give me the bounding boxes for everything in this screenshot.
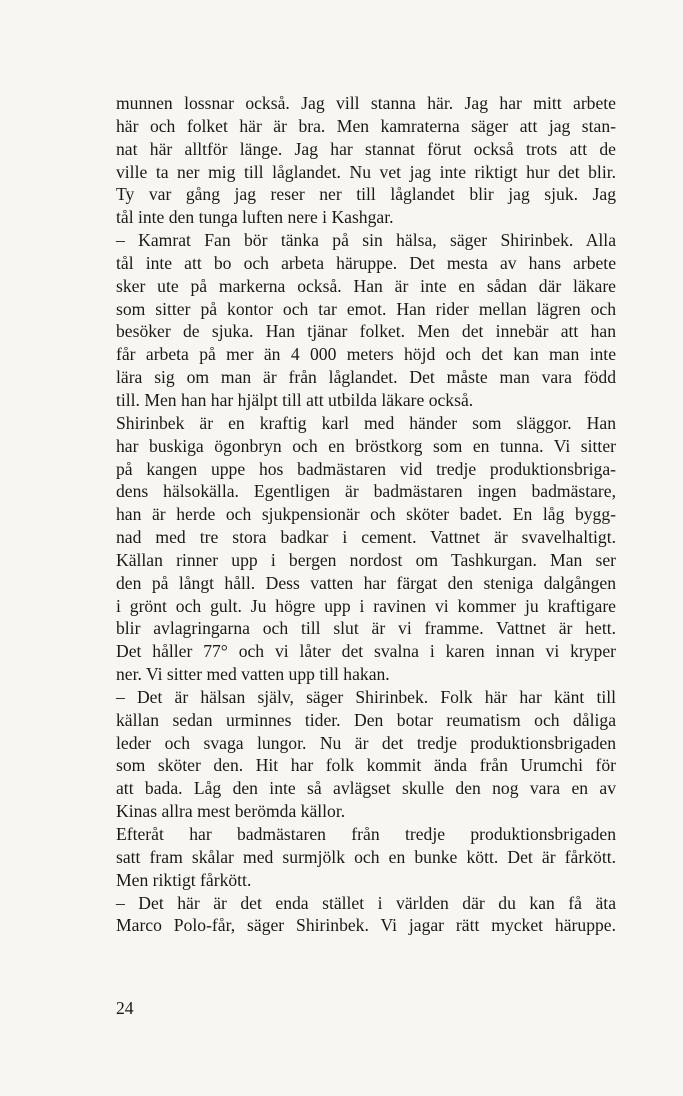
text-line: han är herde och sjukpensionär och sköter badet. En låg bygg- — [116, 504, 616, 525]
text-line: – Det här är det enda stället i världen där du kan få äta — [116, 892, 616, 913]
text-line: Men riktigt fårkött. — [116, 869, 252, 890]
text-line: Marco Polo-får, säger Shirinbek. Vi jagar rätt mycket häruppe. — [116, 915, 616, 936]
text-line: att bada. Låg den inte så avlägset skulle den nog vara en av — [116, 778, 616, 799]
text-line: tål inte att bo och arbeta häruppe. Det mesta av hans arbete — [116, 252, 616, 273]
text-line: leder och svaga lungor. Nu är det tredje produktionsbrigaden — [116, 732, 616, 753]
text-line: lära sig om man är från låglandet. Det måste man vara född — [116, 367, 616, 388]
text-line: tål inte den tunga luften nere i Kashgar. — [116, 207, 394, 228]
text-line: nat här alltför länge. Jag har stannat förut också trots att de — [116, 138, 616, 159]
paragraph-6 — [116, 892, 616, 938]
text-line: dens hälsokälla. Egentligen är badmästaren ingen badmästare, — [116, 481, 616, 502]
paragraph-1 — [116, 92, 616, 229]
text-line: ner. Vi sitter med vatten upp till hakan. — [116, 664, 390, 685]
paragraph-5 — [116, 823, 616, 892]
text-line: i grönt och gult. Ju högre upp i ravinen vi kommer ju kraftigare — [116, 595, 616, 616]
text-line: Kinas allra mest berömda källor. — [116, 801, 346, 822]
text-line: Det håller 77° och vi låter det svalna i karen innan vi kryper — [116, 641, 616, 662]
text-line: Källan rinner upp i bergen nordost om Tashkurgan. Man ser — [116, 549, 616, 570]
text-line: Ty var gång jag reser ner till låglandet blir jag sjuk. Jag — [116, 184, 616, 205]
text-line: Shirinbek är en kraftig karl med händer som släggor. Han — [116, 412, 616, 433]
text-line: får arbeta på mer än 4 000 meters höjd och det kan man inte — [116, 344, 616, 365]
paragraph-2 — [116, 229, 616, 412]
text-line: nad med tre stora badkar i cement. Vattnet är svavelhaltigt. — [116, 527, 616, 548]
text-line: till. Men han har hjälpt till att utbilda läkare också. — [116, 389, 474, 410]
text-line: här och folket här är bra. Men kamraterna säger att jag stan- — [116, 115, 616, 136]
text-line: besöker de sjuka. Han tjänar folket. Men det innebär att han — [116, 321, 616, 342]
paragraph-4 — [116, 686, 616, 823]
text-line: den på långt håll. Dess vatten har färgat den steniga dalgången — [116, 572, 616, 593]
text-line: munnen lossnar också. Jag vill stanna här. Jag har mitt arbete — [116, 93, 616, 113]
text-line: sker ute på markerna också. Han är inte en sådan där läkare — [116, 275, 616, 296]
text-line: – Kamrat Fan bör tänka på sin hälsa, säger Shirinbek. Alla — [116, 230, 616, 251]
text-line: Efteråt har badmästaren från tredje produktionsbrigaden — [116, 824, 616, 844]
body-text — [116, 92, 616, 937]
text-line: blir avlagringarna och till slut är vi framme. Vattnet är hett. — [116, 618, 616, 639]
paragraph-3 — [116, 412, 616, 686]
text-line: på kangen uppe hos badmästaren vid tredje produktionsbriga- — [116, 458, 616, 479]
text-line: som sköter den. Hit har folk kommit ända från Urumchi för — [116, 755, 616, 776]
text-line: källan sedan urminnes tider. Den botar reumatism och dåliga — [116, 709, 616, 730]
text-line: som sitter på kontor och tar emot. Han rider mellan lägren och — [116, 298, 616, 319]
text-line: har buskiga ögonbryn och en bröstkorg som en tunna. Vi sitter — [116, 435, 616, 456]
page-number: 24 — [116, 998, 134, 1018]
text-line: satt fram skålar med surmjölk och en bunke kött. Det är fårkött. — [116, 846, 616, 867]
text-line: – Det är hälsan själv, säger Shirinbek. Folk här har känt till — [116, 686, 616, 707]
text-line: ville ta ner mig till låglandet. Nu vet jag inte riktigt hur det blir. — [116, 161, 616, 182]
